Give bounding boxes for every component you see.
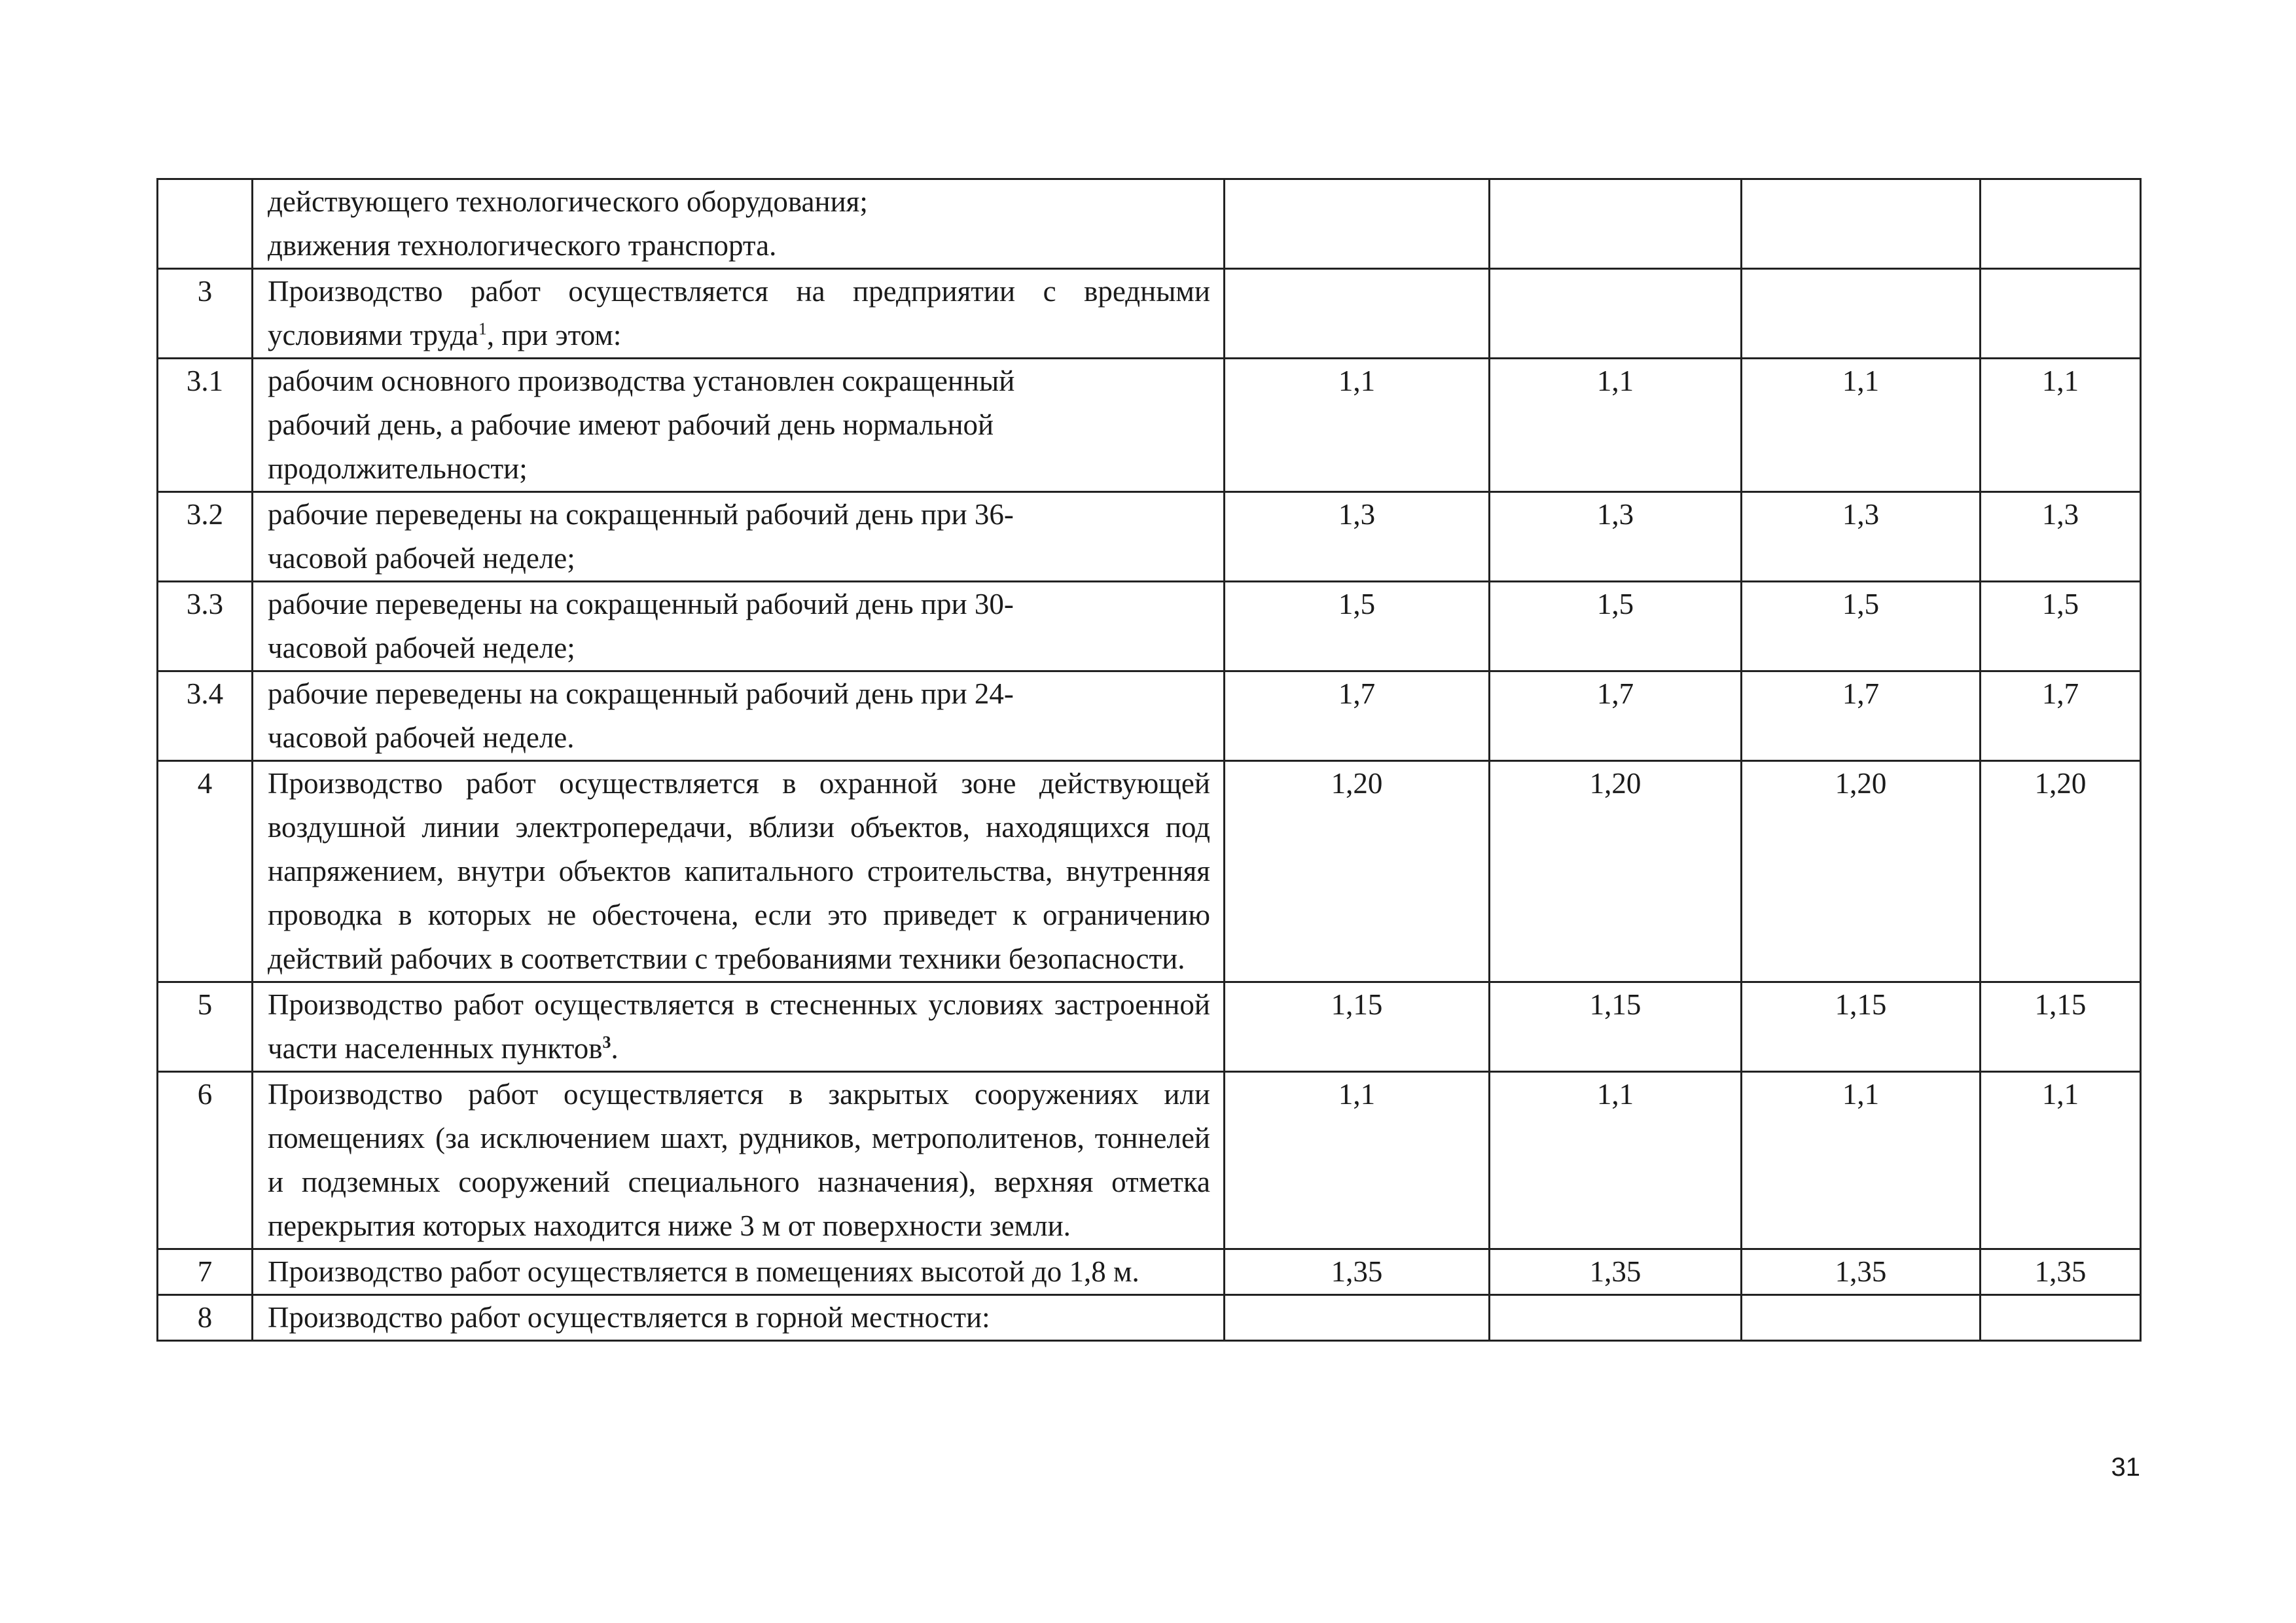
table-row <box>158 1249 2141 1295</box>
value-cell: 1,1 <box>1981 359 2141 492</box>
footnote-mark: 1 <box>478 319 487 338</box>
value-cell <box>1490 269 1742 359</box>
value-cell: 1,7 <box>1490 671 1742 761</box>
description-text: Производство работ осуществляется в стесненных условиях застроенной части населенных пунктов <box>268 988 1210 1065</box>
table-row <box>158 359 2141 492</box>
value-cell <box>1490 1295 1742 1341</box>
row-description: Производство работ осуществляется в закрытых сооружениях или помещениях (за исключением шахт, рудников, метрополитенов, тоннелей и подземных сооружений специального назначения), верхняя отметка перекрытия которых находится ниже 3 м от поверхности земли. <box>253 1072 1225 1249</box>
value-cell <box>1490 179 1742 269</box>
value-cell: 1,1 <box>1981 1072 2141 1249</box>
value-cell: 1,20 <box>1225 761 1490 982</box>
row-number: 5 <box>158 982 253 1072</box>
value-cell: 1,35 <box>1981 1249 2141 1295</box>
table-row <box>158 179 2141 269</box>
value-cell: 1,5 <box>1981 582 2141 671</box>
value-cell: 1,7 <box>1225 671 1490 761</box>
value-cell: 1,7 <box>1981 671 2141 761</box>
value-cell: 1,3 <box>1490 492 1742 582</box>
row-number: 3.4 <box>158 671 253 761</box>
value-cell: 1,1 <box>1742 359 1981 492</box>
page-number: 31 <box>2111 1453 2140 1482</box>
row-number: 3.1 <box>158 359 253 492</box>
value-cell: 1,5 <box>1225 582 1490 671</box>
table-row <box>158 269 2141 359</box>
row-number: 6 <box>158 1072 253 1249</box>
description-tail: . <box>611 1032 619 1065</box>
value-cell: 1,15 <box>1490 982 1742 1072</box>
description-line: действующего технологического оборудования; <box>268 185 868 218</box>
description-line: рабочие переведены на сокращенный рабочий день при 30- <box>268 588 1014 620</box>
value-cell: 1,7 <box>1742 671 1981 761</box>
row-description: Производство работ осуществляется в помещениях высотой до 1,8 м. <box>253 1249 1225 1295</box>
value-cell: 1,35 <box>1225 1249 1490 1295</box>
description-line: движения технологического транспорта. <box>268 229 777 262</box>
row-description <box>253 492 1225 582</box>
table-row <box>158 761 2141 982</box>
value-cell: 1,5 <box>1490 582 1742 671</box>
value-cell <box>1225 1295 1490 1341</box>
row-description <box>253 179 1225 269</box>
value-cell: 1,1 <box>1225 359 1490 492</box>
value-cell <box>1742 269 1981 359</box>
value-cell: 1,15 <box>1225 982 1490 1072</box>
value-cell: 1,3 <box>1225 492 1490 582</box>
value-cell <box>1225 179 1490 269</box>
value-cell: 1,15 <box>1742 982 1981 1072</box>
footnote-mark: 3 <box>602 1033 611 1052</box>
row-number: 3 <box>158 269 253 359</box>
table-row <box>158 582 2141 671</box>
row-number: 4 <box>158 761 253 982</box>
row-number: 7 <box>158 1249 253 1295</box>
value-cell: 1,1 <box>1490 1072 1742 1249</box>
value-cell: 1,1 <box>1490 359 1742 492</box>
value-cell <box>1742 179 1981 269</box>
coefficients-table <box>156 178 2142 1342</box>
value-cell <box>1225 269 1490 359</box>
row-description: Производство работ осуществляется в горной местности: <box>253 1295 1225 1341</box>
value-cell <box>1981 269 2141 359</box>
description-line: часовой рабочей неделе; <box>268 632 575 664</box>
value-cell: 1,35 <box>1742 1249 1981 1295</box>
description-line: часовой рабочей неделе. <box>268 721 575 754</box>
value-cell: 1,35 <box>1490 1249 1742 1295</box>
description-line: продолжительности; <box>268 452 528 485</box>
row-description <box>253 582 1225 671</box>
table-row <box>158 671 2141 761</box>
row-number: 8 <box>158 1295 253 1341</box>
description-text: Производство работ осуществляется на предприятии с вредными условиями труда <box>268 275 1210 351</box>
row-number <box>158 179 253 269</box>
row-number: 3.3 <box>158 582 253 671</box>
description-line: рабочий день, а рабочие имеют рабочий день нормальной <box>268 408 994 441</box>
value-cell: 1,20 <box>1742 761 1981 982</box>
table-row <box>158 1072 2141 1249</box>
value-cell: 1,5 <box>1742 582 1981 671</box>
table-row <box>158 492 2141 582</box>
value-cell <box>1742 1295 1981 1341</box>
description-line: рабочие переведены на сокращенный рабочий день при 24- <box>268 677 1014 710</box>
value-cell: 1,20 <box>1490 761 1742 982</box>
row-number: 3.2 <box>158 492 253 582</box>
table-row <box>158 982 2141 1072</box>
row-description <box>253 269 1225 359</box>
value-cell: 1,3 <box>1742 492 1981 582</box>
description-line: рабочим основного производства установлен сокращенный <box>268 365 1015 397</box>
value-cell: 1,20 <box>1981 761 2141 982</box>
value-cell <box>1981 179 2141 269</box>
value-cell: 1,3 <box>1981 492 2141 582</box>
value-cell: 1,15 <box>1981 982 2141 1072</box>
value-cell: 1,1 <box>1225 1072 1490 1249</box>
description-line: рабочие переведены на сокращенный рабочий день при 36- <box>268 498 1014 531</box>
row-description: Производство работ осуществляется в охранной зоне действующей воздушной линии электропередачи, вблизи объектов, находящихся под напряжением, внутри объектов капитального строительства, внутренняя проводка в которых не обесточена, если это приведет к ограничению действий рабочих в соответствии с требованиями техники безопасности. <box>253 761 1225 982</box>
table-row <box>158 1295 2141 1341</box>
row-description <box>253 359 1225 492</box>
row-description <box>253 982 1225 1072</box>
value-cell: 1,1 <box>1742 1072 1981 1249</box>
row-description <box>253 671 1225 761</box>
description-tail: , при этом: <box>486 319 622 351</box>
description-line: часовой рабочей неделе; <box>268 542 575 575</box>
value-cell <box>1981 1295 2141 1341</box>
